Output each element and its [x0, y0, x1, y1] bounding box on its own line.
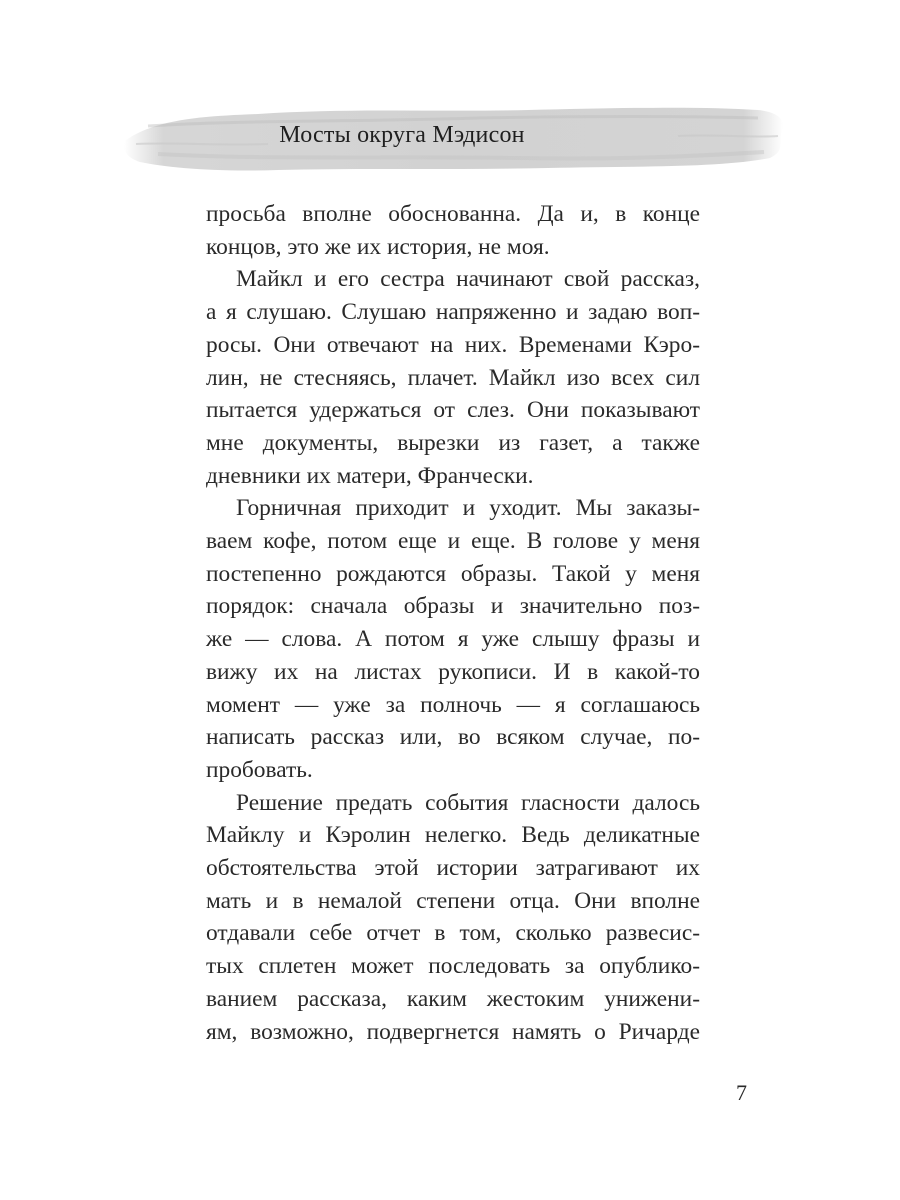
text-line: мне документы, вырезки из газет, а также	[206, 429, 700, 456]
text-line: момент — уже за полночь — я соглашаюсь	[206, 691, 700, 718]
text-line: Горничная приходит и уходит. Мы заказы-	[236, 495, 700, 522]
text-line: же — слова. А потом я уже слышу фразы и	[206, 626, 700, 653]
text-line: дневники их матери, Франчески.	[206, 462, 534, 489]
text-line: Майкл и его сестра начинают свой рассказ,	[236, 266, 700, 293]
text-line: отдавали себе отчет в том, сколько развесис-	[206, 920, 700, 947]
paragraph-4	[206, 787, 700, 1049]
paragraph-2	[206, 263, 700, 492]
text-line: постепенно рождаются образы. Такой у меня	[206, 560, 700, 587]
text-line: пытается удержаться от слез. Они показывают	[206, 397, 700, 424]
running-title: Мосты округа Мэдисон	[279, 122, 525, 148]
text-line: росы. Они отвечают на них. Временами Кэро-	[206, 331, 700, 358]
text-line: мать и в немалой степени отца. Они вполне	[206, 887, 700, 914]
body-text	[206, 198, 700, 1048]
text-line: Решение предать события гласности далось	[236, 789, 700, 816]
text-line: вижу их на листах рукописи. И в какой-то	[206, 658, 700, 685]
paragraph-3	[206, 492, 700, 786]
text-line: пробовать.	[206, 756, 313, 783]
text-line: а я слушаю. Слушаю напряженно и задаю воп-	[206, 299, 700, 326]
text-line: тых сплетен может последовать за опублико-	[206, 953, 700, 980]
text-line: просьба вполне обоснованна. Да и, в конце	[206, 201, 700, 227]
text-line: концов, это же их история, не моя.	[206, 233, 550, 260]
text-line: лин, не стесняясь, плачет. Майкл изо всех сил	[206, 364, 700, 391]
text-line: написать рассказ или, во всяком случае, по-	[206, 724, 700, 751]
paragraph-1	[206, 198, 700, 263]
text-line: порядок: сначала образы и значительно поз-	[206, 593, 700, 620]
text-line: Майклу и Кэролин нелегко. Ведь деликатные	[206, 822, 700, 849]
text-line: обстоятельства этой истории затрагивают их	[206, 855, 700, 882]
text-line: ям, возможно, подвергнется намять о Ричарде	[206, 1018, 700, 1045]
page-number: 7	[736, 1080, 747, 1105]
text-line: ванием рассказа, каким жестоким унижени-	[206, 985, 700, 1012]
text-line: ваем кофе, потом еще и еще. В голове у меня	[206, 528, 700, 555]
